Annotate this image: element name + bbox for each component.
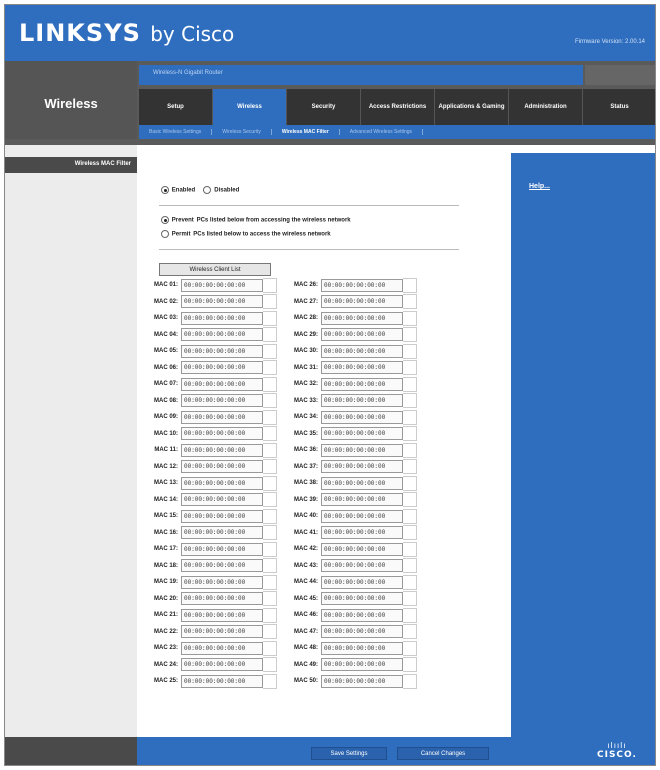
- mac-row: [145, 492, 285, 509]
- mac-address-input[interactable]: [181, 526, 263, 539]
- mac-row: [285, 541, 425, 558]
- tab-security[interactable]: Security: [287, 89, 361, 125]
- mac-label: MAC 44:: [293, 579, 318, 586]
- mac-address-input[interactable]: [181, 394, 263, 407]
- mac-label: MAC 30:: [293, 348, 318, 355]
- router-admin-window: [4, 4, 656, 766]
- mac-address-input[interactable]: [181, 675, 263, 688]
- mac-row: [285, 475, 425, 492]
- filter-toggle-row: [161, 185, 239, 196]
- mac-address-input[interactable]: [321, 427, 403, 440]
- mac-label: MAC 11:: [154, 447, 178, 454]
- mac-row: [145, 558, 285, 575]
- mac-row: [145, 640, 285, 657]
- mac-label: MAC 05:: [153, 348, 178, 355]
- cisco-wordmark: CISCO.: [597, 750, 637, 760]
- mac-label: MAC 32:: [293, 381, 318, 388]
- footer-left-block: [5, 737, 137, 766]
- mac-field-frame: [263, 657, 277, 672]
- permit-radio[interactable]: [161, 230, 169, 238]
- mac-address-input[interactable]: [181, 312, 263, 325]
- mac-label: MAC 18:: [153, 562, 178, 569]
- mac-field-frame: [403, 410, 417, 425]
- mac-row: [145, 541, 285, 558]
- mac-field-frame: [263, 393, 277, 408]
- mac-field-frame: [403, 344, 417, 359]
- mac-address-input[interactable]: [181, 378, 263, 391]
- mac-address-input[interactable]: [181, 642, 263, 655]
- mac-label: MAC 13:: [153, 480, 178, 487]
- header-bar: [5, 5, 656, 61]
- prevent-radio[interactable]: [161, 216, 169, 224]
- mac-field-frame: [403, 674, 417, 689]
- mac-label: MAC 25:: [153, 678, 178, 685]
- mac-row: [145, 442, 285, 459]
- mac-address-input[interactable]: [321, 328, 403, 341]
- mac-label: MAC 45:: [293, 595, 318, 602]
- mac-address-input[interactable]: [181, 477, 263, 490]
- mac-address-input[interactable]: [181, 592, 263, 605]
- mac-field-frame: [403, 657, 417, 672]
- subtab-advanced-wireless[interactable]: Advanced Wireless Settings: [340, 129, 423, 135]
- tab-wireless[interactable]: Wireless: [213, 89, 287, 125]
- mac-field-frame: [263, 344, 277, 359]
- mac-row: [285, 558, 425, 575]
- mac-field-frame: [403, 558, 417, 573]
- mac-field-frame: [403, 393, 417, 408]
- mac-label: MAC 17:: [153, 546, 178, 553]
- divider: [159, 249, 459, 250]
- tab-status[interactable]: Status: [583, 89, 656, 125]
- mac-label: MAC 47:: [293, 628, 318, 635]
- divider: [159, 205, 459, 206]
- mac-label: MAC 02:: [153, 298, 178, 305]
- mac-address-input[interactable]: [181, 295, 263, 308]
- mac-address-input[interactable]: [321, 394, 403, 407]
- mac-address-input[interactable]: [321, 312, 403, 325]
- mac-label: MAC 38:: [293, 480, 318, 487]
- mac-label: MAC 09:: [153, 414, 178, 421]
- logo-main-text: LINKSYS: [19, 19, 141, 47]
- model-strip-end: [585, 65, 656, 85]
- mac-row: [285, 327, 425, 344]
- firmware-version: Firmware Version: 2.00.14: [574, 39, 645, 45]
- mac-row: [285, 393, 425, 410]
- mac-label: MAC 46:: [293, 612, 318, 619]
- help-panel: [511, 153, 656, 737]
- mac-field-frame: [403, 492, 417, 507]
- mac-label: MAC 42:: [293, 546, 318, 553]
- mac-field-frame: [263, 443, 277, 458]
- mac-row: [285, 459, 425, 476]
- left-sidebar: [5, 145, 137, 737]
- tab-access-restrictions[interactable]: Access Restrictions: [361, 89, 435, 125]
- mac-address-input[interactable]: [321, 609, 403, 622]
- sidebar-section-header: Wireless MAC Filter: [5, 157, 137, 173]
- mac-address-input[interactable]: [181, 559, 263, 572]
- mac-row: [285, 294, 425, 311]
- mac-address-input[interactable]: [181, 279, 263, 292]
- mac-row: [145, 294, 285, 311]
- mac-address-input[interactable]: [321, 378, 403, 391]
- mac-label: MAC 48:: [293, 645, 318, 652]
- mac-row: [285, 508, 425, 525]
- mac-address-input[interactable]: [321, 345, 403, 358]
- mac-field-frame: [403, 426, 417, 441]
- mac-row: [285, 607, 425, 624]
- mac-field-frame: [403, 459, 417, 474]
- mac-address-input[interactable]: [181, 543, 263, 556]
- model-name: Wireless-N Gigabit Router: [153, 70, 223, 76]
- mac-address-grid: [145, 277, 425, 690]
- save-settings-button[interactable]: Save Settings: [311, 747, 387, 760]
- mac-label: MAC 10:: [153, 430, 178, 437]
- prevent-description: PCs listed below from accessing the wireless network: [196, 217, 351, 224]
- mac-address-input[interactable]: [321, 576, 403, 589]
- subtab-mac-filter[interactable]: Wireless MAC Filter: [272, 129, 340, 135]
- mac-field-frame: [263, 410, 277, 425]
- mac-address-input[interactable]: [321, 559, 403, 572]
- mac-field-frame: [263, 575, 277, 590]
- mac-address-input[interactable]: [321, 642, 403, 655]
- mac-field-frame: [403, 476, 417, 491]
- mac-address-input[interactable]: [321, 493, 403, 506]
- mac-address-input[interactable]: [321, 658, 403, 671]
- mac-field-frame: [263, 674, 277, 689]
- mac-field-frame: [263, 608, 277, 623]
- mac-address-input[interactable]: [181, 609, 263, 622]
- mac-label: MAC 49:: [293, 661, 318, 668]
- mac-label: MAC 40:: [293, 513, 318, 520]
- mac-row: [285, 624, 425, 641]
- help-link[interactable]: Help...: [529, 183, 551, 190]
- mac-label: MAC 04:: [153, 331, 178, 338]
- mac-row: [285, 360, 425, 377]
- mac-address-input[interactable]: [321, 295, 403, 308]
- mac-field-frame: [263, 278, 277, 293]
- mac-field-frame: [403, 591, 417, 606]
- mac-field-frame: [403, 509, 417, 524]
- mac-address-input[interactable]: [181, 328, 263, 341]
- permit-description: PCs listed below to access the wireless network: [193, 231, 331, 238]
- prevent-row: [161, 215, 351, 226]
- mac-address-input[interactable]: [321, 625, 403, 638]
- wireless-client-list-button[interactable]: Wireless Client List: [159, 263, 271, 276]
- mac-row: [145, 657, 285, 674]
- mac-row: [145, 426, 285, 443]
- mac-row: [145, 475, 285, 492]
- mac-address-input[interactable]: [321, 510, 403, 523]
- disabled-radio[interactable]: [203, 186, 211, 194]
- main-content: [141, 153, 507, 737]
- mac-field-frame: [403, 575, 417, 590]
- mac-row: [285, 426, 425, 443]
- mac-label: MAC 26:: [293, 282, 318, 289]
- mac-address-input[interactable]: [181, 493, 263, 506]
- prevent-label: Prevent: [171, 217, 194, 224]
- mac-row: [145, 624, 285, 641]
- mac-field-frame: [263, 294, 277, 309]
- mac-label: MAC 41:: [293, 529, 318, 536]
- mac-field-frame: [403, 542, 417, 557]
- mac-label: MAC 01:: [153, 282, 178, 289]
- mac-row: [285, 574, 425, 591]
- mac-address-input[interactable]: [321, 460, 403, 473]
- mac-row: [285, 343, 425, 360]
- mac-label: MAC 22:: [153, 628, 178, 635]
- mac-row: [285, 310, 425, 327]
- mac-address-input[interactable]: [181, 345, 263, 358]
- mac-field-frame: [263, 311, 277, 326]
- mac-address-input[interactable]: [181, 361, 263, 374]
- cancel-changes-button[interactable]: Cancel Changes: [397, 747, 489, 760]
- mac-address-input[interactable]: [321, 279, 403, 292]
- main-tabs: [139, 89, 656, 125]
- mac-address-input[interactable]: [321, 411, 403, 424]
- logo-by-text: by Cisco: [150, 22, 235, 46]
- mac-field-frame: [403, 311, 417, 326]
- mac-row: [145, 525, 285, 542]
- mac-row: [145, 277, 285, 294]
- mac-label: MAC 36:: [293, 447, 318, 454]
- cisco-bars-icon: ılıılı: [607, 741, 627, 750]
- mac-row: [145, 607, 285, 624]
- mac-label: MAC 29:: [293, 331, 318, 338]
- enabled-label: Enabled: [171, 187, 196, 194]
- mac-row: [145, 591, 285, 608]
- mac-label: MAC 34:: [293, 414, 318, 421]
- mac-row: [145, 393, 285, 410]
- mac-address-input[interactable]: [321, 361, 403, 374]
- mac-label: MAC 50:: [293, 678, 318, 685]
- mac-label: MAC 23:: [153, 645, 178, 652]
- mac-row: [145, 343, 285, 360]
- mac-row: [145, 574, 285, 591]
- mac-field-frame: [403, 443, 417, 458]
- mac-row: [145, 310, 285, 327]
- mac-row: [285, 409, 425, 426]
- mac-label: MAC 19:: [153, 579, 178, 586]
- permit-label: Permit: [171, 231, 191, 238]
- mac-row: [145, 360, 285, 377]
- mac-field-frame: [403, 377, 417, 392]
- mac-field-frame: [263, 360, 277, 375]
- mac-address-input[interactable]: [181, 444, 263, 457]
- mac-row: [285, 657, 425, 674]
- section-title: Wireless: [5, 61, 137, 145]
- mac-address-input[interactable]: [321, 543, 403, 556]
- linksys-logo: [19, 19, 234, 47]
- mac-label: MAC 35:: [293, 430, 318, 437]
- mac-field-frame: [263, 459, 277, 474]
- mac-row: [145, 409, 285, 426]
- mac-label: MAC 33:: [293, 397, 318, 404]
- mac-row: [285, 376, 425, 393]
- mac-label: MAC 27:: [293, 298, 318, 305]
- mac-label: MAC 08:: [153, 397, 178, 404]
- sub-tabs: [139, 125, 656, 139]
- mac-row: [285, 525, 425, 542]
- mac-label: MAC 12:: [153, 463, 178, 470]
- cisco-logo: [597, 742, 637, 760]
- mac-field-frame: [263, 492, 277, 507]
- mac-field-frame: [263, 327, 277, 342]
- mac-address-input[interactable]: [181, 576, 263, 589]
- mac-field-frame: [403, 608, 417, 623]
- mac-address-input[interactable]: [321, 477, 403, 490]
- mac-field-frame: [403, 525, 417, 540]
- mac-label: MAC 37:: [293, 463, 318, 470]
- mac-row: [285, 492, 425, 509]
- permit-row: [161, 229, 331, 240]
- mac-row: [285, 277, 425, 294]
- mac-row: [285, 442, 425, 459]
- mac-label: MAC 39:: [293, 496, 318, 503]
- mac-row: [145, 327, 285, 344]
- mac-label: MAC 43:: [293, 562, 318, 569]
- mac-label: MAC 20:: [153, 595, 178, 602]
- mac-field-frame: [403, 641, 417, 656]
- mac-label: MAC 28:: [293, 315, 318, 322]
- mac-row: [145, 673, 285, 690]
- mac-address-input[interactable]: [321, 444, 403, 457]
- mac-address-input[interactable]: [321, 526, 403, 539]
- mac-address-input[interactable]: [181, 460, 263, 473]
- mac-field-frame: [263, 509, 277, 524]
- mac-label: MAC 03:: [153, 315, 178, 322]
- mac-row: [285, 591, 425, 608]
- mac-label: MAC 24:: [153, 661, 178, 668]
- mac-field-frame: [263, 558, 277, 573]
- subtab-wireless-security[interactable]: Wireless Security: [212, 129, 272, 135]
- mac-field-frame: [403, 624, 417, 639]
- mac-row: [285, 640, 425, 657]
- disabled-label: Disabled: [214, 187, 240, 194]
- mac-row: [145, 508, 285, 525]
- mac-field-frame: [263, 476, 277, 491]
- mac-field-frame: [263, 624, 277, 639]
- mac-address-input[interactable]: [321, 675, 403, 688]
- mac-label: MAC 07:: [153, 381, 178, 388]
- tab-applications-gaming[interactable]: Applications & Gaming: [435, 89, 509, 125]
- mac-label: MAC 31:: [293, 364, 318, 371]
- tab-administration[interactable]: Administration: [509, 89, 583, 125]
- mac-field-frame: [403, 278, 417, 293]
- mac-field-frame: [263, 426, 277, 441]
- mac-label: MAC 14:: [153, 496, 178, 503]
- mac-address-input[interactable]: [181, 625, 263, 638]
- mac-address-input[interactable]: [321, 592, 403, 605]
- mac-address-input[interactable]: [181, 658, 263, 671]
- mac-label: MAC 06:: [153, 364, 178, 371]
- mac-field-frame: [403, 327, 417, 342]
- mac-address-input[interactable]: [181, 427, 263, 440]
- mac-address-input[interactable]: [181, 510, 263, 523]
- mac-field-frame: [403, 360, 417, 375]
- mac-label: MAC 21:: [153, 612, 178, 619]
- enabled-radio[interactable]: [161, 186, 169, 194]
- mac-field-frame: [263, 591, 277, 606]
- mac-field-frame: [263, 525, 277, 540]
- tab-setup[interactable]: Setup: [139, 89, 213, 125]
- subtab-basic-wireless[interactable]: Basic Wireless Settings: [139, 129, 212, 135]
- mac-row: [145, 376, 285, 393]
- mac-field-frame: [263, 641, 277, 656]
- mac-label: MAC 15:: [153, 513, 178, 520]
- mac-row: [285, 673, 425, 690]
- model-strip: [139, 65, 583, 85]
- mac-field-frame: [403, 294, 417, 309]
- mac-address-input[interactable]: [181, 411, 263, 424]
- mac-field-frame: [263, 542, 277, 557]
- mac-row: [145, 459, 285, 476]
- mac-label: MAC 16:: [153, 529, 178, 536]
- mac-field-frame: [263, 377, 277, 392]
